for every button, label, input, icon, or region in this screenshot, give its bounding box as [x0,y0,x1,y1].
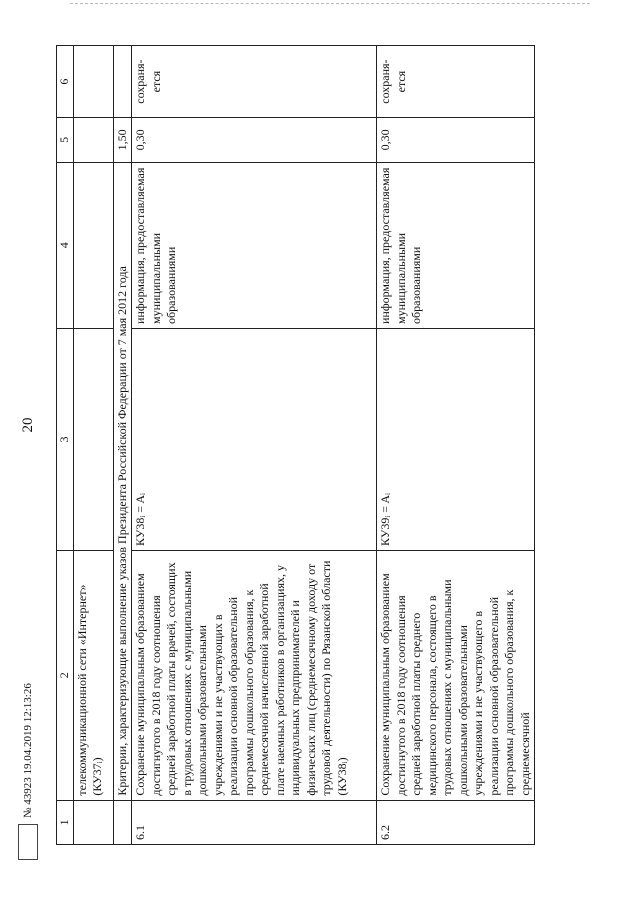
row-number: 6.1 [132,800,377,844]
header-row [57,46,74,845]
table-row [132,46,377,845]
row-weight: 0,30 [377,118,535,162]
criteria-table [56,45,535,845]
header-cell: 4 [57,162,74,328]
header-cell: 3 [57,329,74,551]
section-weight: 1,50 [113,118,132,162]
table-row [73,46,113,845]
row-source: информация, предоставляемая муниципальными образованиями [132,162,377,328]
row-description: Сохранение муниципальным образованием достигнутого в 2018 году соотношения средней заработной платы среднего медицинского персонала, состоящего в трудовых отношениях с муниципальными дошкольными образовательными учреждениями и не участвующего в реализации основной образовательной программы дошкольного образования, к среднемесячной [377,550,535,800]
row-description: Сохранение муниципальным образованием достигнутого в 2018 году соотношения средней заработной платы врачей, состоящих в трудовых отношениях с муниципальными дошкольными образовательными учреждениями и не участвующих в реализации основной образовательной программы дошкольного образования, к среднемесячной начисленной заработной плате наемных работников в организациях, у индивидуальных предпринимателей и физических лиц (среднемесячному доходу от трудовой деятельности) по Рязанской области (КУ38ᵢ) [132,550,377,800]
table-row [377,46,535,845]
header-cell: 2 [57,550,74,800]
row-formula: КУ38ᵢ = Aᵢ [132,329,377,551]
row-weight: 0,30 [132,118,377,162]
header-cell: 1 [57,800,74,844]
section-title: Критерии, характеризующие выполнение указов Президента Российской Федерации от 7 мая 2012 года [113,162,132,800]
row-status: сохраня-ется [132,46,377,118]
row-source: информация, предоставляемая муниципальными образованиями [377,162,535,328]
header-cell: 5 [57,118,74,162]
scan-top-edge [70,3,590,4]
document-footer [8,560,48,860]
registration-stamp-icon [18,824,38,860]
row-number: 6.2 [377,800,535,844]
page-number: 20 [20,417,36,433]
header-cell: 6 [57,46,74,118]
document-number: № 43923 19.04.2019 12:13:26 [22,683,34,818]
row-formula: КУ39ᵢ = Aᵢ [377,329,535,551]
rotated-table-container [56,45,616,845]
row-description: телекоммуникационной сети «Интернет» (КУ37ᵢ) [73,550,113,800]
section-row [113,46,132,845]
row-status: сохраня-ется [377,46,535,118]
